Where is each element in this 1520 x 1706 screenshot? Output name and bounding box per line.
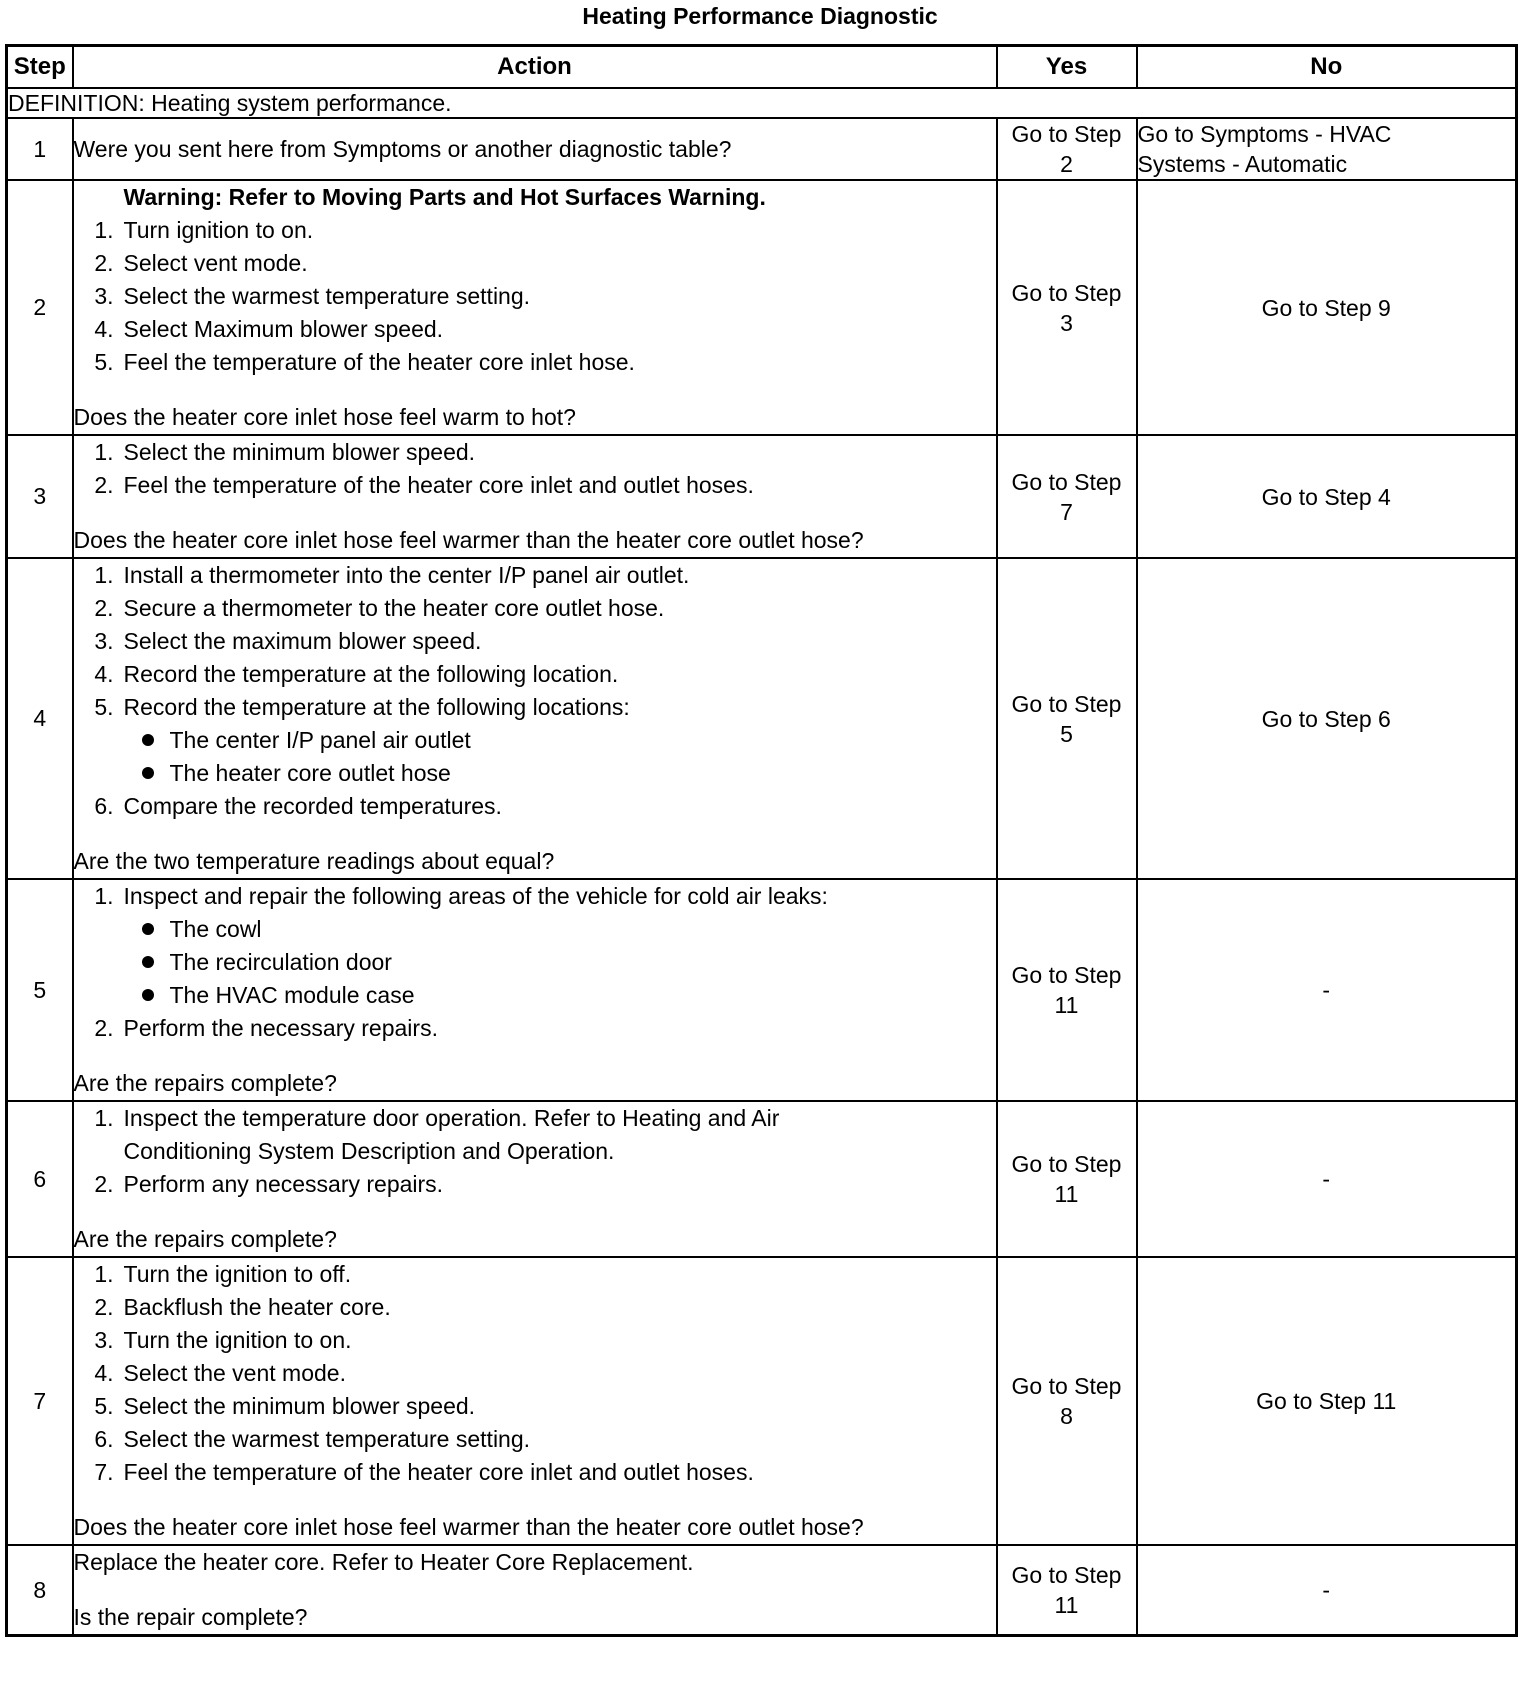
step-action — [73, 435, 997, 558]
bullet-icon — [142, 734, 154, 746]
item-number — [74, 691, 124, 724]
action-item — [74, 1258, 996, 1291]
step-action — [73, 558, 997, 879]
definition-row — [7, 88, 1517, 118]
item-text: Feel the temperature of the heater core inlet hose. — [123, 349, 635, 375]
step-number: 5 — [7, 879, 73, 1101]
action-item — [74, 247, 996, 280]
no-result — [1137, 1545, 1517, 1636]
item-number — [74, 1168, 124, 1201]
yes-result — [997, 558, 1137, 879]
item-text: Select the minimum blower speed. — [123, 1393, 476, 1419]
item-number — [74, 880, 124, 913]
action-item — [74, 214, 996, 247]
step-question: Are the repairs complete? — [73, 1070, 337, 1096]
item-number-text: 3. — [94, 1327, 114, 1353]
item-number-text: 5. — [94, 349, 114, 375]
step-action — [73, 180, 997, 435]
item-text: Secure a thermometer to the heater core outlet hose. — [123, 595, 665, 621]
item-number — [74, 592, 124, 625]
step-question: Is the repair complete? — [73, 1604, 308, 1630]
bullet-icon — [142, 956, 154, 968]
action-item — [74, 1291, 996, 1324]
item-number — [74, 280, 124, 313]
action-item — [74, 1390, 996, 1423]
item-number-text: 5. — [94, 1393, 114, 1419]
yes-result-line: Go to Step — [1011, 121, 1122, 147]
item-text: Turn the ignition to on. — [123, 1327, 352, 1353]
step-action — [73, 1257, 997, 1545]
yes-result-line: 11 — [1054, 992, 1079, 1018]
item-number — [74, 1456, 124, 1489]
item-number-text: 6. — [94, 1426, 114, 1452]
bullet-item — [74, 946, 996, 979]
item-number-text: 6. — [94, 793, 114, 819]
no-result-line: - — [1322, 1166, 1331, 1192]
item-number-text: 4. — [94, 316, 114, 342]
yes-result-line: 11 — [1054, 1181, 1079, 1207]
step-question: Does the heater core inlet hose feel warm to hot? — [73, 404, 576, 430]
item-text: Select the warmest temperature setting. — [123, 1426, 531, 1452]
action-item — [74, 280, 996, 313]
no-result — [1137, 879, 1517, 1101]
bullet-item — [74, 913, 996, 946]
item-number-text: 3. — [94, 283, 114, 309]
no-result-line: - — [1322, 1577, 1331, 1603]
step-question: Does the heater core inlet hose feel warmer than the heater core outlet hose? — [73, 527, 864, 553]
item-number — [74, 1291, 124, 1324]
yes-result-line: Go to Step — [1011, 1151, 1122, 1177]
item-number — [74, 1102, 124, 1135]
action-item — [74, 1168, 996, 1201]
page-title: Heating Performance Diagnostic — [582, 3, 938, 29]
yes-result — [997, 435, 1137, 558]
step-row — [7, 435, 1517, 558]
item-text: Inspect and repair the following areas of the vehicle for cold air leaks: — [123, 883, 828, 909]
bullet-text: The recirculation door — [169, 949, 392, 975]
no-result — [1137, 1101, 1517, 1257]
action-item — [74, 1012, 996, 1045]
item-text: Compare the recorded temperatures. — [123, 793, 502, 819]
no-result — [1137, 180, 1517, 435]
item-number — [74, 658, 124, 691]
step-question: Are the repairs complete? — [73, 1226, 337, 1252]
item-text: Select vent mode. — [123, 250, 308, 276]
item-text: Select the minimum blower speed. — [123, 439, 476, 465]
no-result — [1137, 118, 1517, 180]
item-number-text: 2. — [94, 250, 114, 276]
step-row — [7, 1101, 1517, 1257]
action-item — [74, 625, 996, 658]
no-result — [1137, 435, 1517, 558]
step-row — [7, 879, 1517, 1101]
step-question: Does the heater core inlet hose feel warmer than the heater core outlet hose? — [73, 1514, 864, 1540]
item-number — [74, 436, 124, 469]
action-item — [74, 592, 996, 625]
action-item — [74, 559, 996, 592]
item-number — [74, 469, 124, 502]
step-number: 4 — [7, 558, 73, 879]
item-number — [74, 313, 124, 346]
yes-result-line: Go to Step — [1011, 279, 1122, 306]
no-result-line: Go to Step 11 — [1256, 1388, 1397, 1414]
action-item — [74, 469, 996, 502]
item-number — [74, 214, 124, 247]
yes-result-line: Go to Step — [1011, 468, 1122, 495]
item-number-text: 3. — [94, 628, 114, 654]
bullet-icon — [142, 767, 154, 779]
item-text: Feel the temperature of the heater core inlet and outlet hoses. — [123, 1459, 754, 1485]
item-text: Inspect the temperature door operation. Refer to Heating and Air — [123, 1105, 780, 1131]
item-number-text: 1. — [94, 439, 114, 465]
item-number — [74, 346, 124, 379]
item-text: Install a thermometer into the center I/P panel air outlet. — [123, 562, 690, 588]
step-question: Are the two temperature readings about equal? — [73, 848, 555, 874]
item-text: Select the warmest temperature setting. — [123, 283, 531, 309]
item-number-text: 2. — [94, 595, 114, 621]
no-result-line: Go to Step 9 — [1261, 294, 1391, 321]
action-item — [74, 1456, 996, 1489]
item-text: Select the maximum blower speed. — [123, 628, 482, 654]
item-number — [74, 1258, 124, 1291]
bullet-text: The HVAC module case — [169, 982, 415, 1008]
yes-result-line: Go to Step — [1011, 690, 1122, 717]
bullet-item — [74, 724, 996, 757]
header-no: No — [1137, 46, 1517, 89]
action-text: Were you sent here from Symptoms or another diagnostic table? — [73, 135, 732, 162]
step-row — [7, 180, 1517, 435]
item-number-text: 1. — [94, 562, 114, 588]
header-action: Action — [73, 46, 997, 89]
no-result-line: Go to Step 6 — [1261, 705, 1391, 732]
warning-text: Warning: Refer to Moving Parts and Hot Surfaces Warning. — [123, 184, 766, 210]
item-number — [74, 1390, 124, 1423]
item-number-text: 7. — [94, 1459, 114, 1485]
action-item — [74, 691, 996, 724]
item-number-text: 1. — [94, 1261, 114, 1287]
no-result-line: Go to Symptoms - HVAC — [1137, 121, 1392, 147]
item-number-text: 4. — [94, 1360, 114, 1386]
item-number-text: 5. — [94, 694, 114, 720]
header-row — [7, 46, 1517, 89]
item-number — [74, 247, 124, 280]
yes-result — [997, 180, 1137, 435]
action-item — [74, 1423, 996, 1456]
yes-result-line: 2 — [1060, 151, 1073, 177]
bullet-item — [74, 757, 996, 790]
item-text: Record the temperature at the following location. — [123, 661, 619, 687]
item-number-text: 2. — [94, 1294, 114, 1320]
item-number — [74, 1357, 124, 1390]
step-row — [7, 558, 1517, 879]
step-row — [7, 1545, 1517, 1636]
item-number — [74, 790, 124, 823]
step-number: 1 — [7, 118, 73, 180]
no-result-line: Go to Step 4 — [1261, 483, 1391, 510]
step-number: 7 — [7, 1257, 73, 1545]
bullet-item — [74, 979, 996, 1012]
action-item — [74, 436, 996, 469]
yes-result — [997, 118, 1137, 180]
bullet-icon — [142, 989, 154, 1001]
no-result-line: Systems - Automatic — [1137, 151, 1348, 177]
item-text: Feel the temperature of the heater core inlet and outlet hoses. — [123, 472, 754, 498]
item-number-text: 2. — [94, 1171, 114, 1197]
item-number — [74, 1423, 124, 1456]
action-item — [74, 880, 996, 913]
step-number: 8 — [7, 1545, 73, 1636]
item-text: Backflush the heater core. — [123, 1294, 391, 1320]
no-result — [1137, 1257, 1517, 1545]
bullet-icon — [142, 923, 154, 935]
definition-text: DEFINITION: Heating system performance. — [7, 88, 1517, 118]
item-number-text: 2. — [94, 1015, 114, 1041]
yes-result-line: Go to Step — [1011, 1562, 1122, 1588]
yes-result-line: Go to Step — [1011, 962, 1122, 988]
action-item — [74, 658, 996, 691]
step-number: 2 — [7, 180, 73, 435]
item-number — [74, 1324, 124, 1357]
item-text: Perform any necessary repairs. — [123, 1171, 444, 1197]
step-action — [73, 118, 997, 180]
step-number: 6 — [7, 1101, 73, 1257]
yes-result-line: Go to Step — [1011, 1373, 1122, 1399]
yes-result-line: 5 — [1060, 720, 1073, 747]
yes-result-line: 3 — [1060, 309, 1073, 336]
item-text: Record the temperature at the following locations: — [123, 694, 630, 720]
item-number — [74, 559, 124, 592]
step-row — [7, 1257, 1517, 1545]
item-text: Turn ignition to on. — [123, 217, 314, 243]
bullet-text: The heater core outlet hose — [169, 760, 451, 786]
step-action — [73, 879, 997, 1101]
item-number — [74, 625, 124, 658]
item-text: Perform the necessary repairs. — [123, 1015, 438, 1041]
header-yes: Yes — [997, 46, 1137, 89]
yes-result — [997, 879, 1137, 1101]
item-text-continued: Conditioning System Description and Operation. — [123, 1138, 615, 1164]
bullet-text: The center I/P panel air outlet — [169, 727, 471, 753]
no-result-line: - — [1322, 977, 1331, 1003]
item-number-text: 1. — [94, 217, 114, 243]
yes-result — [997, 1101, 1137, 1257]
step-row — [7, 118, 1517, 180]
no-result — [1137, 558, 1517, 879]
header-step: Step — [7, 46, 73, 89]
bullet-text: The cowl — [169, 916, 262, 942]
action-text: Replace the heater core. Refer to Heater Core Replacement. — [73, 1549, 694, 1575]
action-item — [74, 1102, 996, 1135]
item-number — [74, 1012, 124, 1045]
item-number-text: 1. — [94, 1105, 114, 1131]
item-number-text: 4. — [94, 661, 114, 687]
item-text: Select Maximum blower speed. — [123, 316, 444, 342]
yes-result — [997, 1257, 1137, 1545]
step-action — [73, 1101, 997, 1257]
yes-result — [997, 1545, 1137, 1636]
item-number-text: 1. — [94, 883, 114, 909]
item-number-text: 2. — [94, 472, 114, 498]
action-item — [74, 346, 996, 379]
yes-result-line: 7 — [1060, 498, 1073, 525]
action-item — [74, 1324, 996, 1357]
action-item — [74, 790, 996, 823]
step-action — [73, 1545, 997, 1636]
yes-result-line: 11 — [1054, 1592, 1079, 1618]
step-number: 3 — [7, 435, 73, 558]
yes-result-line: 8 — [1060, 1403, 1073, 1429]
action-item — [74, 1357, 996, 1390]
item-text: Turn the ignition to off. — [123, 1261, 352, 1287]
diagnostic-table — [5, 44, 1518, 1637]
action-item — [74, 313, 996, 346]
item-text: Select the vent mode. — [123, 1360, 346, 1386]
